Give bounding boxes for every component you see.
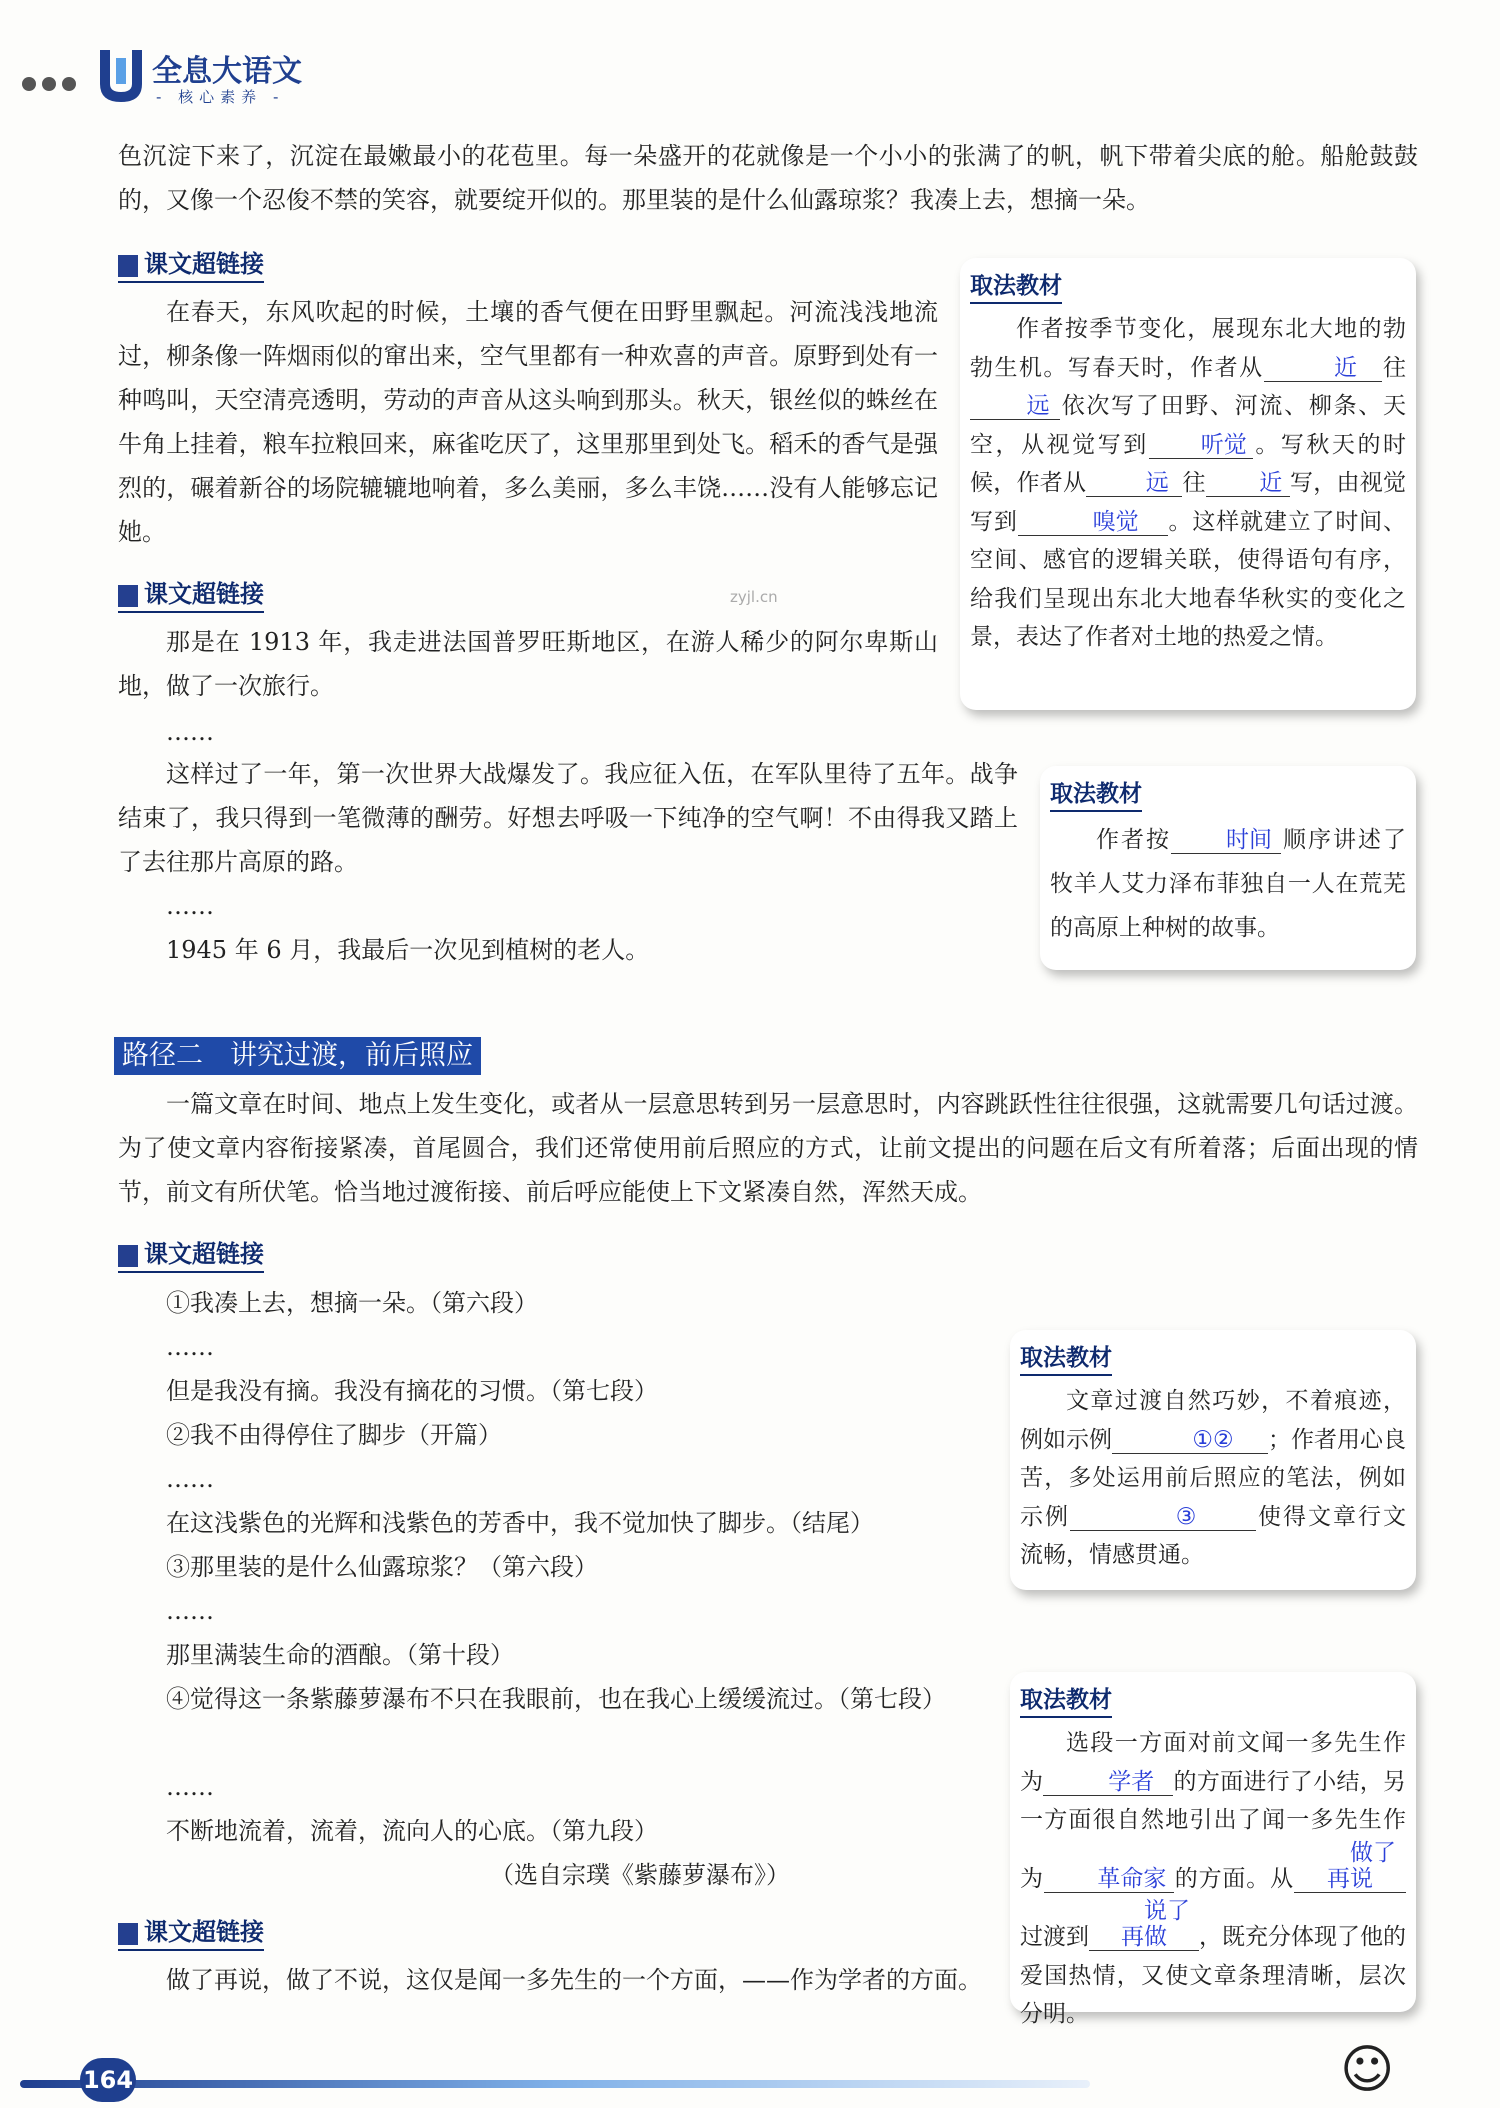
section4-paragraph: 做了再说，做了不说，这仅是闻一多先生的一个方面，——作为学者的方面。 xyxy=(166,1966,982,1994)
box4-text-4: 过渡到 xyxy=(1020,1924,1089,1950)
section3-ellipsis-1: …… xyxy=(166,1333,214,1361)
box2-text-1: 作者按 xyxy=(1096,827,1171,853)
box4-answer-2: 革命家 xyxy=(1044,1866,1174,1893)
box1-text-3: 依次写了田野、河流、柳条、天空，从视觉写到 xyxy=(970,393,1406,458)
intro-paragraph: 色沉淀下来了，沉淀在最嫩最小的花苞里。每一朵盛开的花就像是一个小小的张满了的帆，帆下带着尖底的舱。船舱鼓鼓的，又像一个忍俊不禁的笑容，就要绽开似的。那里装的是什么仙露琼浆？我凑上去，想摘一朵。 xyxy=(118,142,1418,214)
box1-text-4: 。写秋天的时候，作者从 xyxy=(970,431,1407,496)
box4-text-1: 选段一方面对前文闻一多先生作为 xyxy=(1020,1730,1406,1795)
box4-answer-4: 说了再做 xyxy=(1089,1898,1199,1951)
section2-ellipsis-1: …… xyxy=(166,718,214,746)
box1-answer-4: 远 xyxy=(1086,470,1182,497)
section2-paragraph-3: 1945 年 6 月，我最后一次见到植树的老人。 xyxy=(166,936,650,964)
box1-answer-1: 近 xyxy=(1264,355,1382,382)
section3-ellipsis-4: …… xyxy=(166,1773,214,1801)
box3-answer-1: ①② xyxy=(1112,1427,1268,1454)
tips-box-1 xyxy=(960,258,1416,710)
box4-text-2: 的方面进行了小结，另一方面很自然地引出了闻一多先生作为 xyxy=(1020,1768,1407,1892)
route-paragraph: 一篇文章在时间、地点上发生变化，或者从一层意思转到另一层意思时，内容跳跃性往往很强，这就需要几句话过渡。为了使文章内容衔接紧凑，首尾圆合，我们还常使用前后照应的方式，让前文提出的问题在后文有所着落；后面出现的情节，前文有所伏笔。恰当地过渡衔接、前后呼应能使上下文紧凑自然，浑然天成。 xyxy=(118,1090,1418,1206)
box3-text-1: 文章过渡自然巧妙，不着痕迹，例如示例 xyxy=(1020,1388,1406,1453)
header-dots xyxy=(22,76,82,95)
section3-line-8: 不断地流着，流着，流向人的心底。（第九段） xyxy=(166,1817,658,1845)
box2-title: 取法教材 xyxy=(1050,778,1142,812)
brand-title: 全息大语文 xyxy=(152,54,302,89)
section3-line-7: ④觉得这一条紫藤萝瀑布不只在我眼前，也在我心上缓缓流过。（第七段） xyxy=(166,1685,946,1713)
tips-box-2 xyxy=(1040,766,1416,970)
section3-source: （选自宗璞《紫藤萝瀑布》） xyxy=(490,1861,790,1889)
tips-box-3 xyxy=(1010,1330,1416,1590)
box3-title: 取法教材 xyxy=(1020,1342,1112,1376)
section2-tag: 课文超链接 xyxy=(118,577,264,613)
smiley-icon: ☺ xyxy=(1340,2040,1395,2100)
box3-text-2: ；作者用心良苦，多处运用前后照应的笔法，例如示例 xyxy=(1020,1426,1406,1530)
box1-answer-3: 听觉 xyxy=(1149,432,1253,459)
section3-line-3: ②我不由得停住了脚步（开篇） xyxy=(166,1421,502,1449)
section3-line-2: 但是我没有摘。我没有摘花的习惯。（第七段） xyxy=(166,1377,658,1405)
brand-logo-icon xyxy=(96,44,146,106)
brand-subtitle: - 核心素养 - xyxy=(156,88,285,106)
section3-line-6: 那里满装生命的酒酿。（第十段） xyxy=(166,1641,514,1669)
box1-text-5: 往 xyxy=(1182,470,1206,496)
box4-answer-3: 做了再说 xyxy=(1294,1840,1406,1893)
box1-answer-6: 嗅觉 xyxy=(1018,509,1168,536)
watermark: zyjl.cn xyxy=(730,588,778,606)
box1-text-7: 。这样就建立了时间、空间、感官的逻辑关联，使得语句有序，给我们呈现出东北大地春华秋实的变化之景，表达了作者对土地的热爱之情。 xyxy=(970,508,1407,650)
box4-answer-1: 学者 xyxy=(1043,1769,1173,1796)
box1-text-1: 作者按季节变化，展现东北大地的勃勃生机。写春天时，作者从 xyxy=(970,316,1406,381)
box1-text-6: 写，由视觉写到 xyxy=(970,470,1406,535)
section3-tag: 课文超链接 xyxy=(118,1237,264,1273)
box1-answer-2: 远 xyxy=(970,393,1060,420)
box4-text-5: ，既充分体现了他的爱国热情，又使文章条理清晰，层次分明。 xyxy=(1020,1924,1406,2027)
section1-paragraph: 在春天，东风吹起的时候，土壤的香气便在田野里飘起。河流浅浅地流过，柳条像一阵烟雨似的窜出来，空气里都有一种欢喜的声音。原野到处有一种鸣叫，天空清亮透明，劳动的声音从这头响到那头。秋天，银丝似的蛛丝在牛角上挂着，粮车拉粮回来，麻雀吃厌了，这里那里到处飞。稻禾的香气是强烈的，碾着新谷的场院辘辘地响着，多么美丽，多么丰饶……没有人能够忘记她。 xyxy=(118,298,938,546)
tips-box-4 xyxy=(1010,1672,1416,2027)
box4-text-3: 的方面。从 xyxy=(1173,1865,1295,1892)
route-heading: 路径二 讲究过渡，前后照应 xyxy=(114,1037,481,1075)
page-number: 164 xyxy=(80,2058,136,2102)
box4-body xyxy=(1020,1724,1406,2034)
section3-line-4: 在这浅紫色的光辉和浅紫色的芳香中，我不觉加快了脚步。（结尾） xyxy=(166,1509,874,1537)
section1-tag: 课文超链接 xyxy=(118,247,264,283)
section3-line-5: ③那里装的是什么仙露琼浆？（第六段） xyxy=(166,1553,598,1581)
section3-ellipsis-2: …… xyxy=(166,1465,214,1493)
section2-paragraph-2: 这样过了一年，第一次世界大战爆发了。我应征入伍，在军队里待了五年。战争结束了，我只得到一笔微薄的酬劳。好想去呼吸一下纯净的空气啊！不由得我又踏上了去往那片高原的路。 xyxy=(118,760,1018,876)
footer-bar xyxy=(20,2080,1090,2088)
box2-text-2: 顺序讲述了牧羊人艾力泽布菲独自一人在荒芜的高原上种树的故事。 xyxy=(1050,827,1406,941)
box4-title: 取法教材 xyxy=(1020,1684,1112,1718)
box1-body xyxy=(970,310,1406,657)
section2-paragraph-1: 那是在 1913 年，我走进法国普罗旺斯地区，在游人稀少的阿尔卑斯山地，做了一次旅行。 xyxy=(118,628,938,700)
section3-line-1: ①我凑上去，想摘一朵。（第六段） xyxy=(166,1289,538,1317)
section2-ellipsis-2: …… xyxy=(166,892,214,920)
box1-title: 取法教材 xyxy=(970,270,1062,304)
box3-text-3: 使得文章行文流畅，情感贯通。 xyxy=(1020,1503,1406,1568)
box1-answer-5: 近 xyxy=(1206,470,1290,497)
box2-body xyxy=(1050,818,1406,950)
box2-answer-1: 时间 xyxy=(1171,827,1281,854)
box1-text-2: 往 xyxy=(1381,354,1407,381)
box3-body xyxy=(1020,1382,1406,1575)
box3-answer-2: ③ xyxy=(1070,1504,1256,1531)
section4-tag: 课文超链接 xyxy=(118,1915,264,1951)
section3-ellipsis-3: …… xyxy=(166,1597,214,1625)
